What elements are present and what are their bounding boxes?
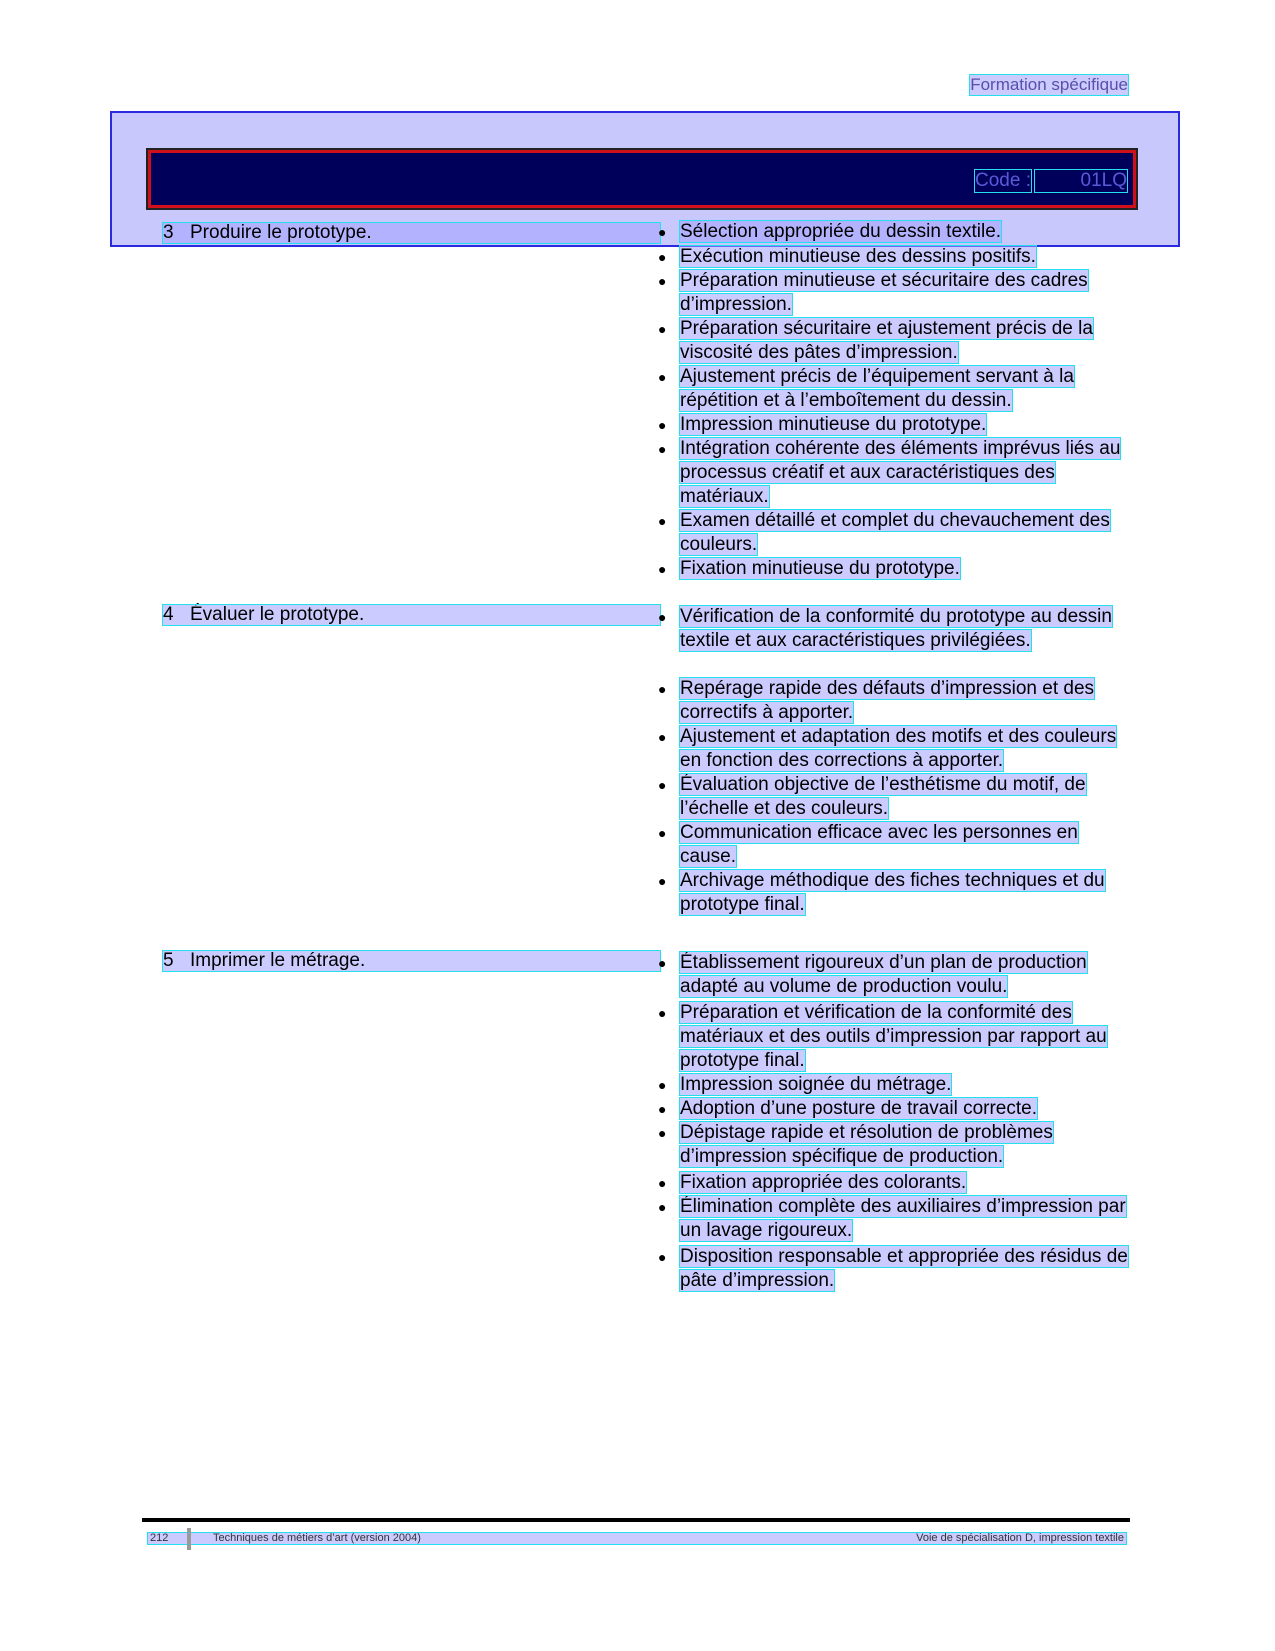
step-3 [163,223,660,243]
step-5 [163,951,660,971]
criterion: ● Fixation minutieuse du prototype. [658,558,960,579]
criterion: ● Préparation sécuritaire et ajustement précis de la viscosité des pâtes d’impression. [658,318,1093,363]
criterion: ● Établissement rigoureux d’un plan de production adapté au volume de production voulu. [658,952,1087,997]
step-title: Produire le prototype. [190,222,372,243]
criterion: ● Adoption d’une posture de travail correcte. [658,1098,1037,1119]
step-number: 5 [163,950,174,971]
footer-rule [142,1518,1130,1522]
footer-separator [187,1528,191,1550]
footer-section-title: Voie de spécialisation D, impression textile [916,1532,1124,1544]
criterion: ● Fixation appropriée des colorants. [658,1172,967,1193]
running-head: Formation spécifique [970,75,1128,94]
criterion: ● Vérification de la conformité du prototype au dessin textile et aux caractéristiques privilégiées. [658,606,1112,651]
criterion: ● Ajustement et adaptation des motifs et des couleurs en fonction des corrections à apporter. [658,726,1117,771]
step-title: Évaluer le prototype. [190,604,365,625]
criterion: ● Intégration cohérente des éléments imprévus liés au processus créatif et aux caractéristiques des matériaux. [658,438,1121,507]
footer [148,1533,1126,1544]
criterion: ● Dépistage rapide et résolution de problèmes d’impression spécifique de production. [658,1122,1053,1167]
criterion: ● Impression minutieuse du prototype. [658,414,987,435]
criterion: ● Exécution minutieuse des dessins positifs. [658,246,1036,267]
criterion: ● Communication efficace avec les personnes en cause. [658,822,1078,867]
code-value: 01LQ [1035,170,1127,192]
criterion: ● Sélection appropriée du dessin textile. [658,221,1002,242]
step-4 [163,605,660,625]
footer-document-title: Techniques de métiers d’art (version 2004) [213,1532,421,1544]
criterion: ● Élimination complète des auxiliaires d’impression par un lavage rigoureux. [658,1196,1126,1241]
criterion: ● Repérage rapide des défauts d’impression et des correctifs à apporter. [658,678,1095,723]
criterion: ● Archivage méthodique des fiches techniques et du prototype final. [658,870,1105,915]
criterion: ● Évaluation objective de l’esthétisme du motif, de l’échelle et des couleurs. [658,774,1086,819]
criterion: ● Ajustement précis de l’équipement servant à la répétition et à l’emboîtement du dessin. [658,366,1074,411]
step-number: 3 [163,222,174,243]
criterion: ● Préparation minutieuse et sécuritaire des cadres d’impression. [658,270,1088,315]
step-number: 4 [163,604,174,625]
page-number: 212 [150,1532,169,1544]
criterion: ● Disposition responsable et appropriée des résidus de pâte d’impression. [658,1246,1128,1291]
criterion: ● Impression soignée du métrage. [658,1074,952,1095]
code-label: Code : [975,170,1031,191]
step-title: Imprimer le métrage. [190,950,366,971]
criterion: ● Préparation et vérification de la conformité des matériaux et des outils d’impression par rapport au prototype final. [658,1002,1107,1071]
criterion: ● Examen détaillé et complet du chevauchement des couleurs. [658,510,1110,555]
